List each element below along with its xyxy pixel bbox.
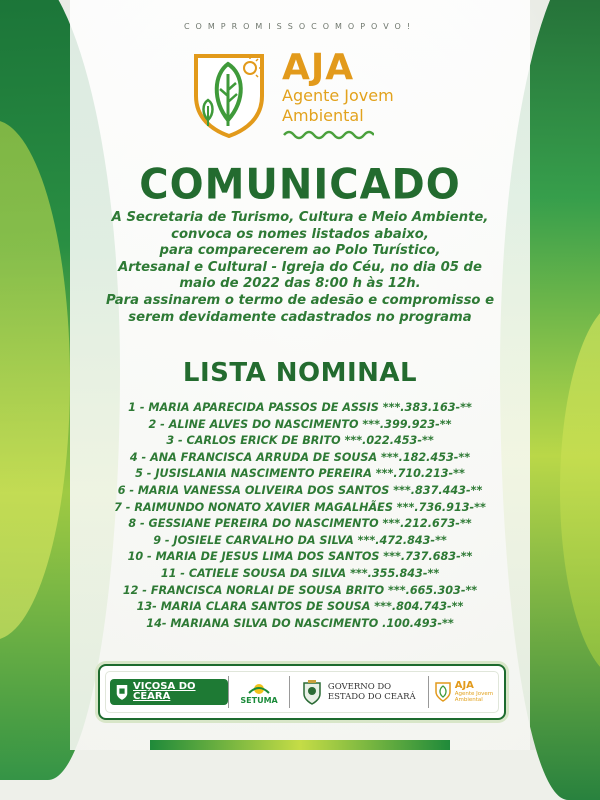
aja-small-text	[455, 681, 493, 703]
page-title: COMUNICADO	[139, 160, 461, 210]
government-line1: GOVERNO DO	[327, 682, 392, 692]
list-item: 10 - MARIA DE JESUS LIMA DOS SANTOS ***.737.683-**	[127, 550, 473, 564]
leaf-shield-logo-icon	[188, 50, 270, 138]
list-item: 3 - CARLOS ERICK DE BRITO ***.022.453-**	[166, 434, 434, 448]
city-crest-icon	[115, 682, 129, 702]
name-list	[70, 400, 530, 632]
setuma-sun-icon	[247, 679, 271, 695]
list-item: 8 - GESSIANE PEREIRA DO NASCIMENTO ***.212.673-**	[128, 517, 472, 531]
list-item: 4 - ANA FRANCISCA ARRUDA DE SOUSA ***.182.453-**	[129, 450, 471, 464]
tagline: COMPROMISSOCOMOPOVO!	[183, 22, 417, 31]
list-item: 9 - JOSIELE CARVALHO DA SILVA ***.472.843-**	[153, 533, 447, 547]
list-item: 11 - CATIELE SOUSA DA SILVA ***.355.843-**	[160, 566, 440, 580]
list-item: 14- MARIANA SILVA DO NASCIMENTO .100.493-**	[146, 616, 454, 630]
aja-small-sub2: Ambiental	[454, 697, 483, 703]
government-line2: ESTADO DO CEARÁ	[327, 692, 416, 702]
brand-name: AJA	[282, 47, 355, 88]
setuma-logo	[229, 672, 288, 712]
list-item: 6 - MARIA VANESSA OLIVEIRA DOS SANTOS ***.837.443-**	[117, 483, 483, 497]
list-item: 12 - FRANCISCA NORLAI DE SOUSA BRITO ***.665.303-**	[122, 583, 478, 597]
leaf-shield-small-icon	[434, 681, 452, 703]
aja-small-logo	[429, 672, 498, 712]
list-item: 1 - MARIA APARECIDA PASSOS DE ASSIS ***.383.163-**	[128, 401, 472, 414]
aja-small-name: AJA	[454, 680, 474, 691]
brand-subtitle-line2: Ambiental	[282, 106, 364, 125]
squiggle-icon	[282, 129, 374, 141]
intro-line: serem devidamente cadastrados no programa	[128, 309, 472, 325]
vicosa-logo	[106, 672, 228, 712]
list-item: 2 - ALINE ALVES DO NASCIMENTO ***.399.923-**	[148, 417, 452, 431]
government-logo	[290, 672, 428, 712]
bottom-bar	[150, 740, 450, 750]
setuma-name: SETUMA	[240, 696, 278, 705]
list-item: 7 - RAIMUNDO NONATO XAVIER MAGALHÃES ***.736.913-**	[114, 500, 486, 514]
list-item: 5 - JUSISLANIA NASCIMENTO PEREIRA ***.710.213-**	[135, 467, 465, 481]
intro-text	[95, 210, 505, 326]
intro-line: Artesanal e Cultural - Igreja do Céu, no dia 05 de	[118, 259, 482, 275]
intro-line: maio de 2022 das 8:00 h às 12h.	[179, 276, 421, 292]
aja-small-sub1: Agente Jovem	[454, 691, 494, 697]
sponsor-footer-inner	[105, 671, 499, 713]
intro-line: para comparecerem ao Polo Turístico,	[159, 243, 441, 259]
list-title: LISTA NOMINAL	[182, 358, 418, 388]
list-item: 13- MARIA CLARA SANTOS DE SOUSA ***.804.743-**	[136, 600, 464, 614]
intro-line: A Secretaria de Turismo, Cultura e Meio Ambiente,	[111, 210, 489, 225]
brand-block	[282, 47, 394, 145]
intro-line: convoca os nomes listados abaixo,	[171, 226, 429, 242]
intro-line: Para assinarem o termo de adesão e compromisso e	[105, 292, 495, 308]
government-text	[328, 682, 416, 702]
vicosa-name: VIÇOSA DO CEARÁ	[133, 681, 196, 702]
state-crest-icon	[302, 679, 322, 705]
sponsor-footer	[98, 664, 506, 720]
vicosa-badge	[110, 679, 228, 705]
brand-subtitle-line1: Agente Jovem	[282, 86, 394, 105]
